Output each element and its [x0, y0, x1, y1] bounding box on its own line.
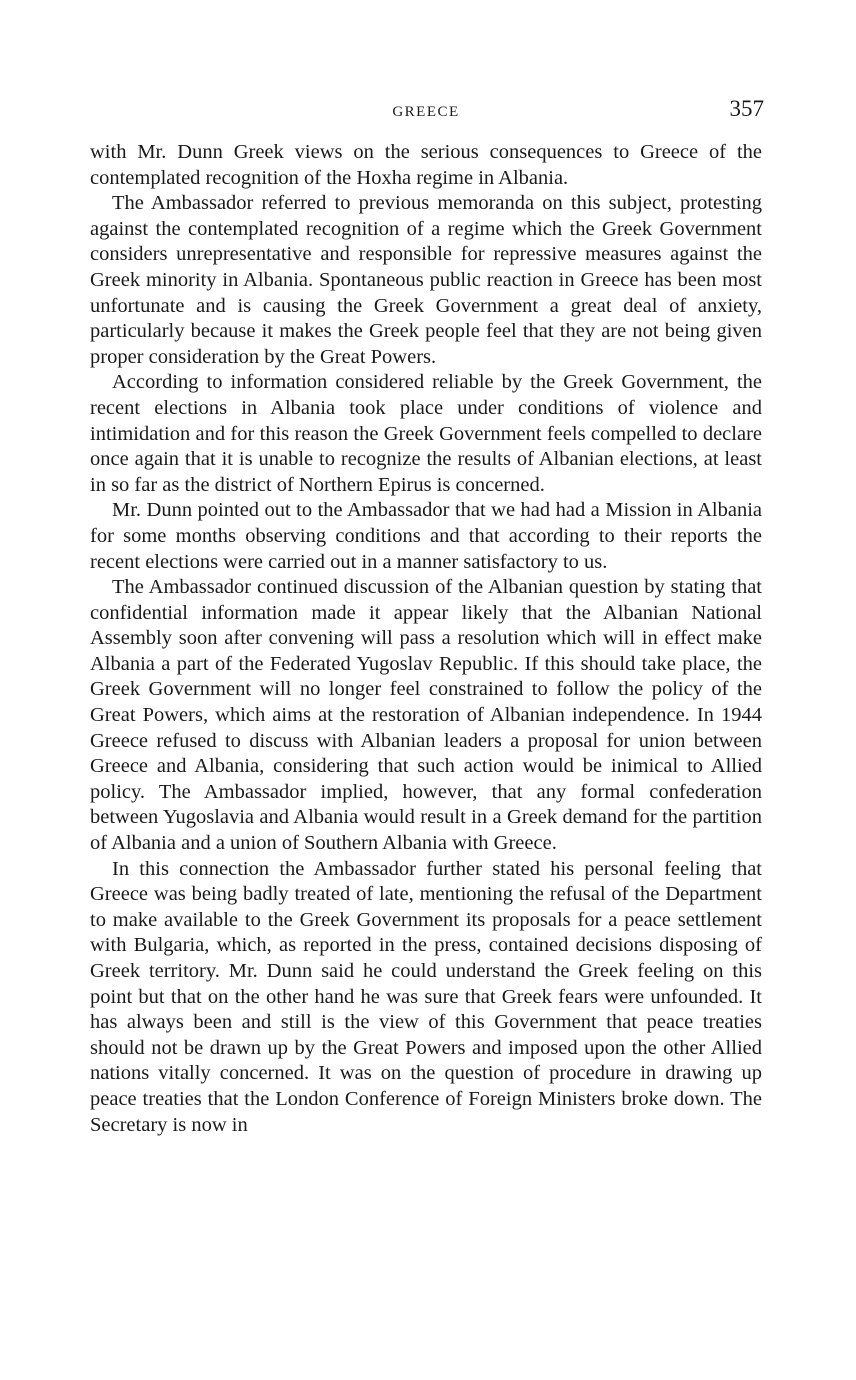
- paragraph-dunn-mission: Mr. Dunn pointed out to the Ambassador that we had had a Mission in Albania for some months observing conditions and that according to their reports the recent elections were carried out in a manner satisfactory to us.: [90, 499, 762, 573]
- running-head: [90, 96, 762, 126]
- document-page: [90, 96, 762, 1138]
- body-text: [90, 140, 762, 1138]
- running-title: GREECE: [392, 104, 460, 120]
- paragraph-albanian-question: The Ambassador continued discussion of the Albanian question by stating that confidential information made it appear likely that the Albanian National Assembly soon after convening will pass a resolution which will in effect make Albania a part of the Federated Yugoslav Republic. If this should take place, the Greek Government will no longer feel constrained to follow the policy of the Great Powers, which aims at the restoration of Albanian independence. In 1944 Greece refused to discuss with Albanian leaders a proposal for union between Greece and Albania, considering that such action would be inimical to Allied policy. The Ambassador implied, however, that any formal confederation between Yugoslavia and Albania would result in a Greek demand for the partition of Albania and a union of Southern Albania with Greece.: [90, 576, 762, 855]
- paragraph-albanian-elections: According to information considered reliable by the Greek Government, the recent elections in Albania took place under conditions of violence and intimidation and for this reason the Greek Government feels compelled to declare once again that it is unable to recognize the results of Albanian elections, at least in so far as the district of Northern Epirus is concerned.: [90, 371, 762, 496]
- paragraph-ambassador-memoranda: The Ambassador referred to previous memoranda on this subject, protesting against the contemplated recognition of a regime which the Greek Government considers unrepresentative and responsible for repressive measures against the Greek minority in Albania. Spontaneous public reaction in Greece has been most unfortunate and is causing the Greek Government a great deal of anxiety, particularly because it makes the Greek people feel that they are not being given proper consideration by the Great Powers.: [90, 192, 762, 368]
- paragraph-continuation: with Mr. Dunn Greek views on the serious consequences to Greece of the contemplated recognition of the Hoxha regime in Albania.: [90, 141, 762, 189]
- page-number: 357: [729, 96, 764, 121]
- paragraph-personal-feeling: In this connection the Ambassador further stated his personal feeling that Greece was being badly treated of late, mentioning the refusal of the Department to make available to the Greek Government its proposals for a peace settlement with Bulgaria, which, as reported in the press, contained decisions disposing of Greek territory. Mr. Dunn said he could understand the Greek feeling on this point but that on the other hand he was sure that Greek fears were unfounded. It has always been and still is the view of this Government that peace treaties should not be drawn up by the Great Powers and imposed upon the other Allied nations vitally concerned. It was on the question of procedure in drawing up peace treaties that the London Conference of Foreign Ministers broke down. The Secretary is now in: [90, 857, 762, 1136]
